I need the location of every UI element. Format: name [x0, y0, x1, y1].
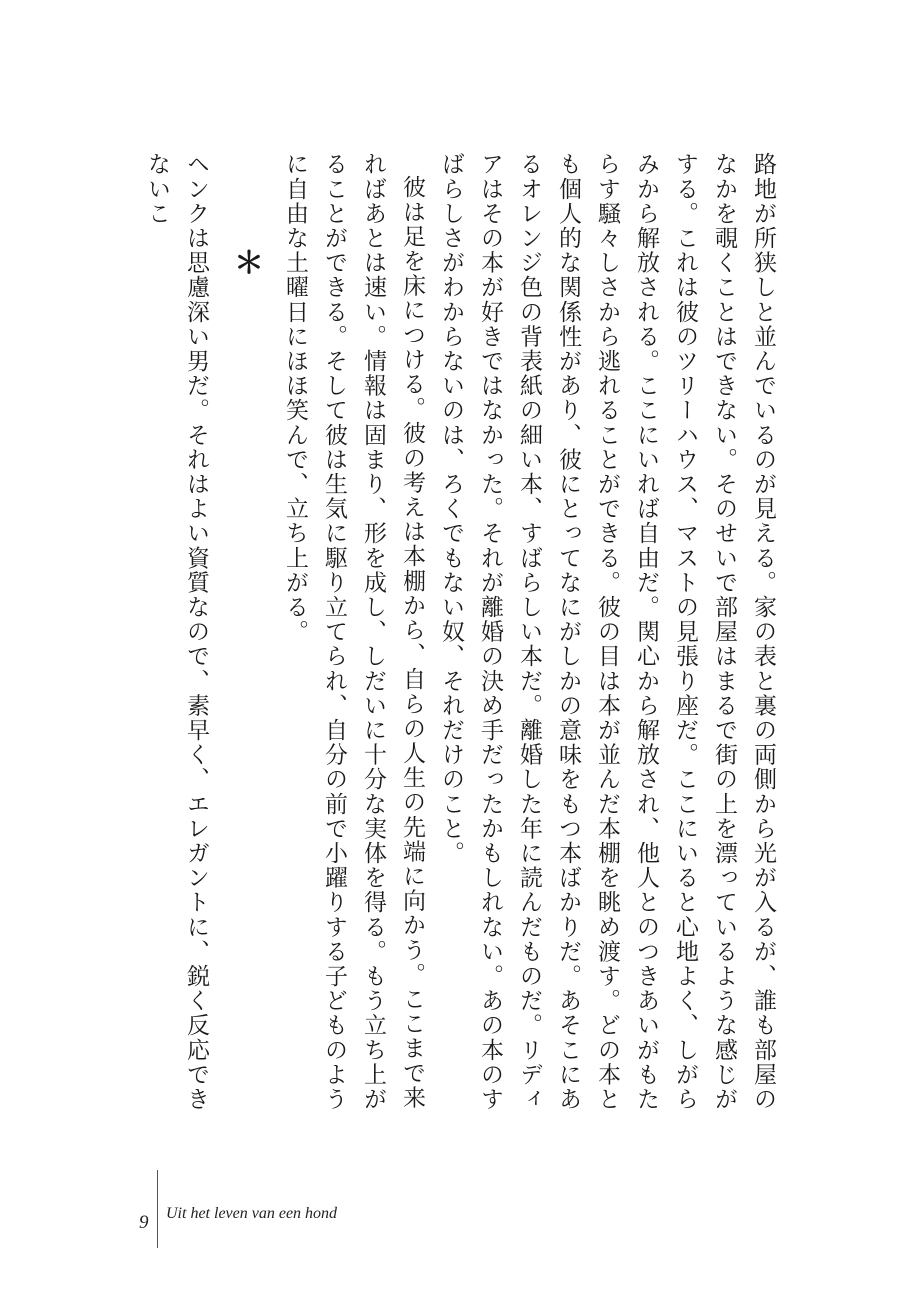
footer-divider: [157, 1170, 158, 1248]
running-title: Uit het leven van een hond: [166, 1205, 338, 1222]
paragraph: 彼は足を床につける。彼の考えは本棚から、自らの人生の先端に向かう。ここまで来ればあとは速い。情報は固まり、形を成し、しだいに十分な実体を得る。もう立ち上がることができる。そして彼は生気に駆り立てられ、自分の前で小躍りする子どものように自由な土曜日にほほ笑んで、立ち上がる。: [282, 152, 425, 1112]
main-text-column: [137, 152, 782, 1132]
paragraph: 路地が所狭しと並んでいるのが見える。家の表と裏の両側から光が入るが、誰も部屋のなかを覗くことはできない。そのせいで部屋はまるで街の上を漂っているような感じがする。これは彼のツリーハウス、マストの見張り座だ。ここにいると心地よく、しがらみから解放される。ここにいれば自由だ。関心から解放され、他人とのつきあいがもたらす騒々しさから逃れることができる。彼の目は本が並んだ本棚を眺め渡す。どの本とも個人的な関係性があり、彼にとってなにがしかの意味をもつ本ばかりだ。あそこにあるオレンジ色の背表紙の細い本、すばらしい本だ。離婚した年に読んだものだ。リディアはその本が好きではなかった。それが離婚の決め手だったかもしれない。あの本のすばらしさがわからないのは、ろくでもない奴、それだけのこと。: [438, 152, 776, 1112]
section-break-asterisk: ＊: [228, 247, 263, 279]
paragraph: ヘンクは思慮深い男だ。それはよい資質なので、素早く、エレガントに、鋭く反応できないこ: [144, 152, 209, 1112]
page-number: 9: [139, 1212, 149, 1233]
